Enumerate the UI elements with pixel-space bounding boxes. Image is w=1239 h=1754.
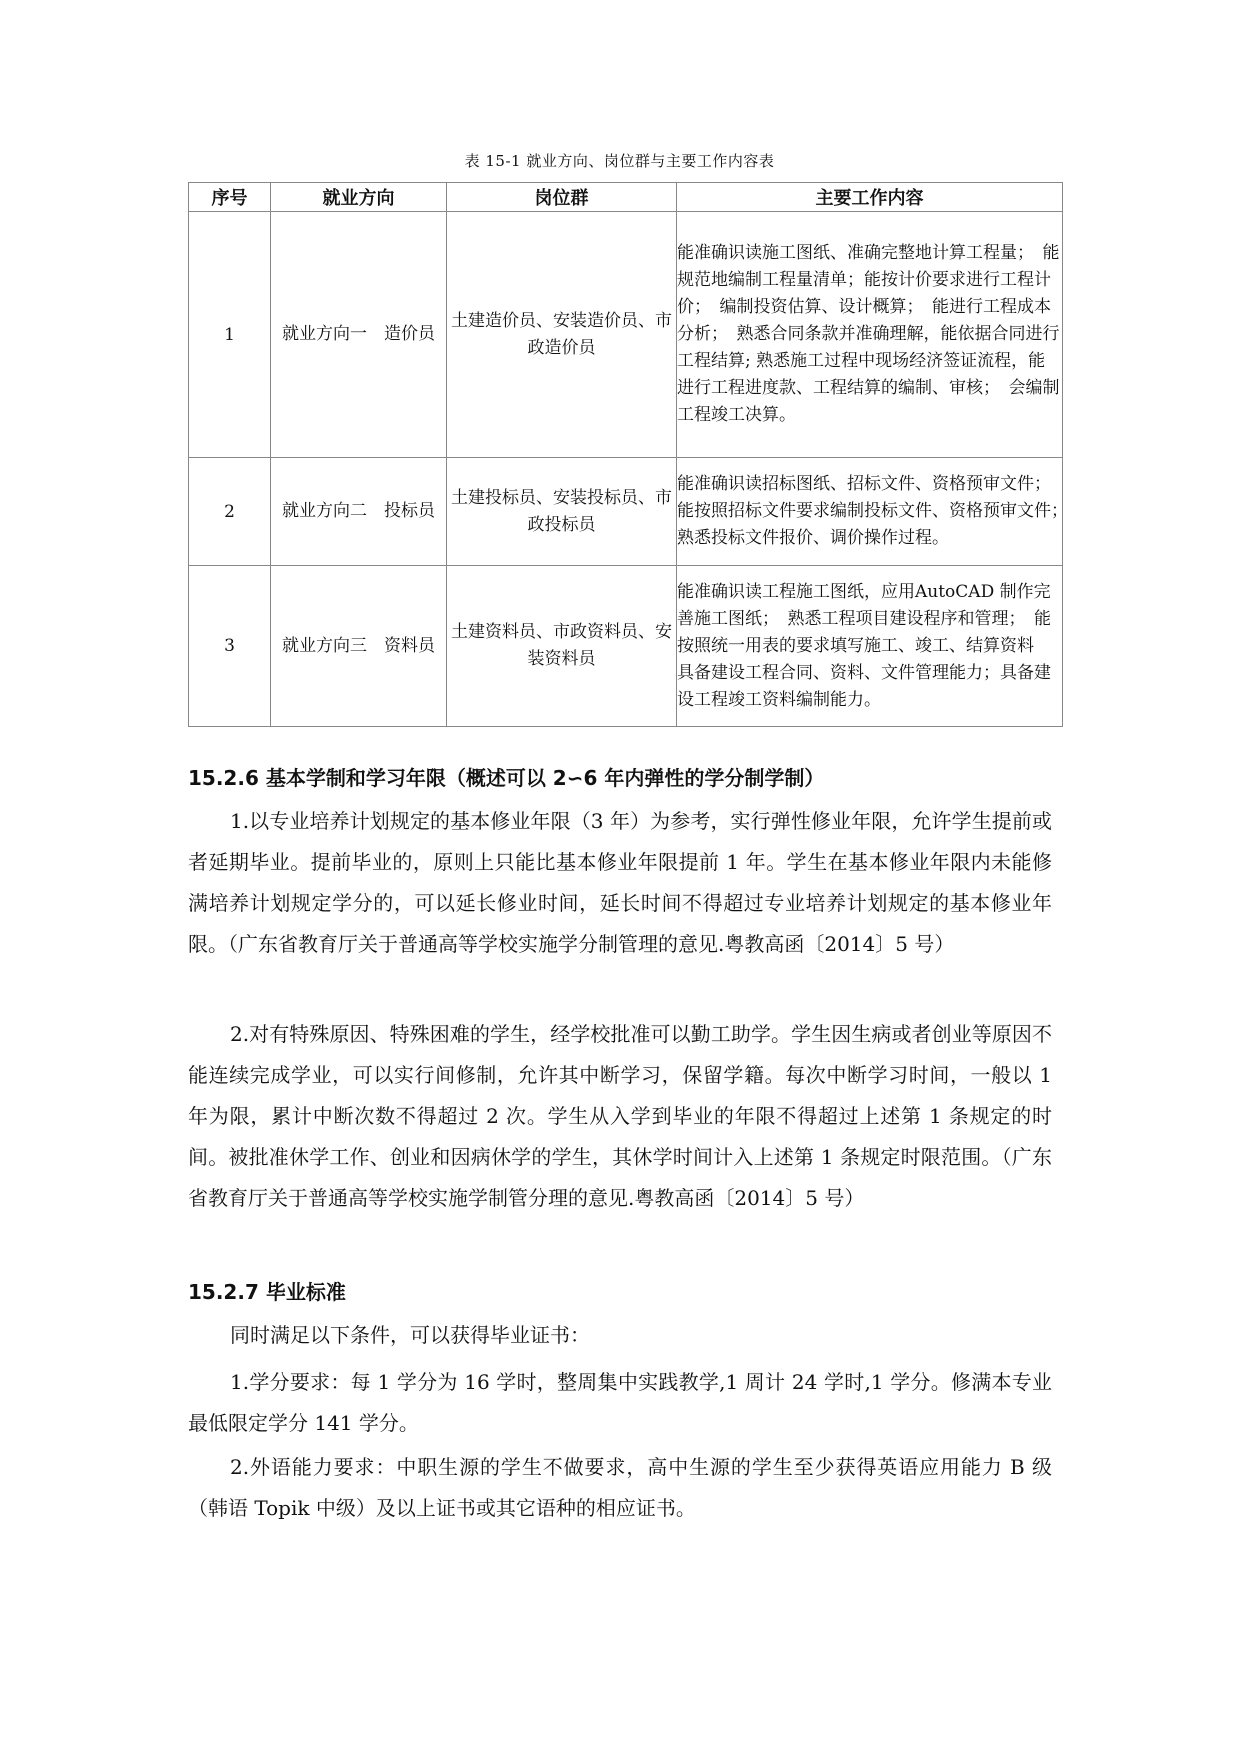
row-no: 3 bbox=[189, 566, 271, 727]
table-caption: 表 15-1 就业方向、岗位群与主要工作内容表 bbox=[464, 152, 775, 170]
header-positions: 岗位群 bbox=[447, 183, 677, 212]
row-positions: 土建投标员、安装投标员、市政投标员 bbox=[447, 458, 677, 566]
paragraph: 2.外语能力要求：中职生源的学生不做要求，高中生源的学生至少获得英语应用能力 B 级（韩语 Topik 中级）及以上证书或其它语种的相应证书。 bbox=[188, 1455, 1052, 1520]
employment-table bbox=[188, 182, 1077, 727]
table-row bbox=[189, 458, 1063, 566]
section-heading-1526: 15.2.6 基本学制和学习年限（概述可以 2∽6 年内弹性的学分制学制） bbox=[188, 766, 825, 790]
table-row bbox=[189, 212, 1063, 458]
row-direction: 就业方向三 资料员 bbox=[271, 566, 447, 727]
row-work: 能准确识读工程施工图纸，应用AutoCAD 制作完善施工图纸； 熟悉工程项目建设程序和管理； 能按照统一用表的要求填写施工、竣工、结算资料 具备建设工程合同、资料、文件管理能力；具备建设工程竣工资料编制能力。 bbox=[677, 566, 1063, 727]
row-direction: 就业方向一 造价员 bbox=[271, 212, 447, 458]
row-no: 2 bbox=[189, 458, 271, 566]
row-no: 1 bbox=[189, 212, 271, 458]
paragraph: 1.以专业培养计划规定的基本修业年限（3 年）为参考，实行弹性修业年限，允许学生提前或者延期毕业。提前毕业的，原则上只能比基本修业年限提前 1 年。学生在基本修业年限内未能修满培养计划规定学分的，可以延长修业时间，延长时间不得超过专业培养计划规定的基本修业年限。（广东省教育厅关于普通高等学校实施学分制管理的意见.粤教高函〔2014〕5 号） bbox=[188, 809, 1052, 956]
header-work: 主要工作内容 bbox=[677, 183, 1063, 212]
row-work: 能准确识读施工图纸、准确完整地计算工程量； 能规范地编制工程量清单；能按计价要求进行工程计价； 编制投资估算、设计概算； 能进行工程成本分析； 熟悉合同条款并准确理解，能依据合同进行工程结算; 熟悉施工过程中现场经济签证流程，能进行工程进度款、工程结算的编制、审核； 会编制工程竣工决算。 bbox=[677, 212, 1063, 458]
section-heading-1527: 15.2.7 毕业标准 bbox=[188, 1280, 346, 1304]
table-header-row bbox=[189, 183, 1063, 212]
header-no: 序号 bbox=[189, 183, 271, 212]
paragraph: 同时满足以下条件，可以获得毕业证书： bbox=[230, 1323, 590, 1347]
table-row bbox=[189, 566, 1063, 727]
paragraph: 2.对有特殊原因、特殊困难的学生，经学校批准可以勤工助学。学生因生病或者创业等原因不能连续完成学业，可以实行间修制，允许其中断学习，保留学籍。每次中断学习时间，一般以 1 年为限，累计中断次数不得超过 2 次。学生从入学到毕业的年限不得超过上述第 1 条规定的时间。被批准休学工作、创业和因病休学的学生，其休学时间计入上述第 1 条规定时限范围。（广东省教育厅关于普通高等学校实施学制管分理的意见.粤教高函〔2014〕5 号） bbox=[188, 1022, 1052, 1210]
row-positions: 土建造价员、安装造价员、市政造价员 bbox=[447, 212, 677, 458]
paragraph: 1.学分要求：每 1 学分为 16 学时，整周集中实践教学,1 周计 24 学时,1 学分。修满本专业最低限定学分 141 学分。 bbox=[188, 1370, 1052, 1435]
row-positions: 土建资料员、市政资料员、安装资料员 bbox=[447, 566, 677, 727]
row-work: 能准确识读招标图纸、招标文件、资格预审文件； 能按照招标文件要求编制投标文件、资格预审文件； 熟悉投标文件报价、调价操作过程。 bbox=[677, 458, 1063, 566]
header-direction: 就业方向 bbox=[271, 183, 447, 212]
row-direction: 就业方向二 投标员 bbox=[271, 458, 447, 566]
